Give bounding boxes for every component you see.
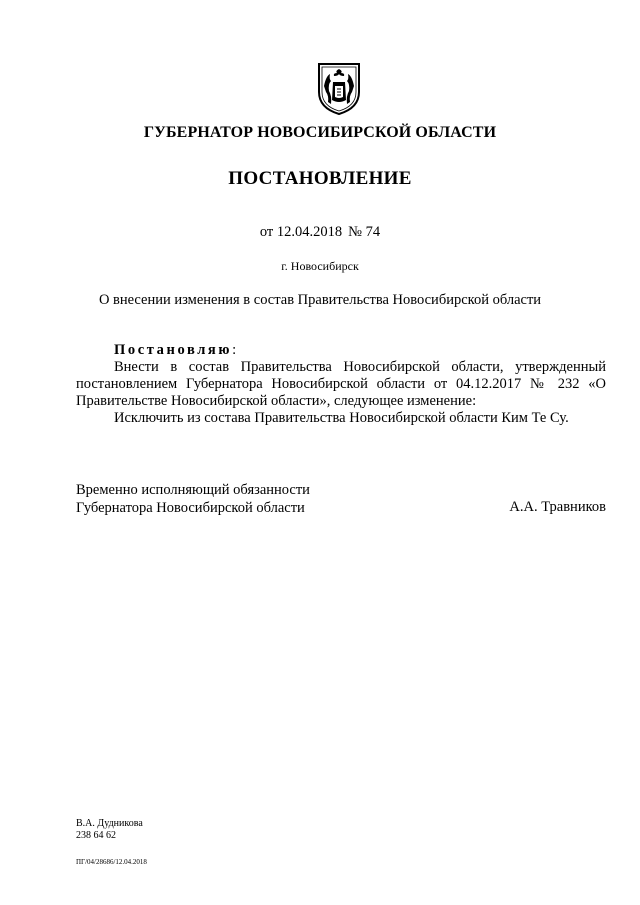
document-type: ПОСТАНОВЛЕНИЕ xyxy=(228,168,412,189)
signatory-position-line-1: Временно исполняющий обязанности xyxy=(76,482,310,498)
issuing-authority: ГУБЕРНАТОР НОВОСИБИРСКОЙ ОБЛАСТИ xyxy=(143,124,497,141)
paragraph-2: Исключить из состава Правительства Новосибирской области Ким Те Су. xyxy=(114,410,569,426)
registration-code: ПГ/04/28686/12.04.2018 xyxy=(76,858,147,866)
paragraph-1: Внести в состав Правительства Новосибирской области, утвержденный постановлением Губернатора Новосибирской области от 04.12.2017 № 232 «О Правительстве Новосибирской области», следующее изменение: xyxy=(76,359,606,409)
novosibirsk-coat-of-arms-icon xyxy=(316,60,362,116)
signatory-position xyxy=(76,481,310,517)
document-subject: О внесении изменения в состав Правительства Новосибирской области xyxy=(98,292,542,308)
document-city: г. Новосибирск xyxy=(281,259,359,273)
decree-word-line xyxy=(76,342,606,359)
signatory-name: А.А. Травников xyxy=(509,499,606,515)
document-number: № 74 xyxy=(348,224,381,240)
executor-name: В.А. Дудникова xyxy=(76,818,143,829)
executor-phone: 238 64 62 xyxy=(76,830,116,841)
decree-word: Постановляю xyxy=(114,342,233,358)
document-date: от 12.04.2018 xyxy=(259,224,343,240)
date-number-line xyxy=(0,224,640,241)
document-body xyxy=(76,342,606,427)
executor-block xyxy=(76,818,143,842)
signatory-position-line-2: Губернатора Новосибирской области xyxy=(76,500,305,516)
decree-colon: : xyxy=(232,342,237,358)
